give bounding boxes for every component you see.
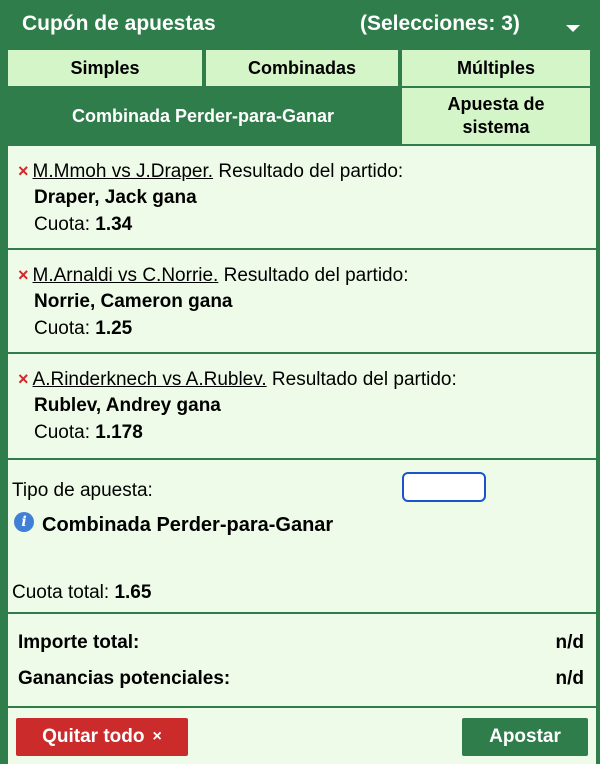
market-label: Resultado del partido: (271, 369, 457, 390)
remove-all-label: Quitar todo (42, 726, 145, 747)
bet-type-panel (8, 460, 596, 612)
remove-all-button[interactable] (16, 718, 188, 756)
match-link[interactable]: M.Mmoh vs J.Draper. (32, 161, 214, 182)
betslip-title: Cupón de apuestas (22, 12, 216, 35)
tab-multiples[interactable]: Múltiples (402, 50, 590, 86)
remove-icon[interactable]: × (18, 265, 29, 285)
odds-value: 1.25 (95, 318, 133, 339)
market-label: Resultado del partido: (218, 161, 404, 182)
odds-label: Cuota: (34, 422, 90, 443)
total-odds-label: Cuota total: (12, 582, 110, 603)
importe-total-value: n/d (555, 632, 584, 653)
betslip-header[interactable] (0, 0, 600, 48)
stake-input[interactable] (402, 472, 486, 502)
selection-odds (34, 316, 132, 342)
selection-item (8, 354, 596, 458)
bet-type-name: Combinada Perder-para-Ganar (42, 514, 334, 536)
chevron-down-icon[interactable] (566, 25, 580, 32)
totals-panel (8, 614, 596, 706)
tab-combinada-perder-para-ganar[interactable]: Combinada Perder-para-Ganar (8, 88, 398, 144)
selection-pick: Rublev, Andrey gana (34, 395, 221, 416)
selection-item (8, 146, 596, 248)
ganancias-value: n/d (555, 668, 584, 689)
remove-icon[interactable]: × (18, 161, 29, 181)
odds-label: Cuota: (34, 214, 90, 235)
odds-value: 1.178 (95, 422, 143, 443)
selection-item (8, 250, 596, 352)
market-label: Resultado del partido: (223, 265, 409, 286)
odds-value: 1.34 (95, 214, 133, 235)
importe-total-label: Importe total: (18, 632, 140, 653)
odds-label: Cuota: (34, 318, 90, 339)
close-icon: × (152, 728, 162, 745)
remove-icon[interactable]: × (18, 369, 29, 389)
ganancias-label: Ganancias potenciales: (18, 668, 231, 689)
tab-simples[interactable]: Simples (8, 50, 202, 86)
selection-odds (34, 212, 132, 238)
ganancias-row (18, 668, 588, 690)
bet-type-label: Tipo de apuesta: (12, 480, 153, 501)
tab-apuesta-de-sistema[interactable]: Apuesta de sistema (402, 88, 590, 144)
selection-odds (34, 420, 143, 446)
betslip-footer (8, 708, 596, 764)
info-icon[interactable]: i (14, 512, 34, 532)
importe-total-row (18, 632, 588, 654)
total-odds-value: 1.65 (114, 582, 152, 603)
match-link[interactable]: A.Rinderknech vs A.Rublev. (32, 369, 267, 390)
tab-combinadas[interactable]: Combinadas (206, 50, 398, 86)
match-link[interactable]: M.Arnaldi vs C.Norrie. (32, 265, 219, 286)
selection-pick: Norrie, Cameron gana (34, 291, 233, 312)
selection-pick: Draper, Jack gana (34, 187, 197, 208)
selections-count: (Selecciones: 3) (360, 12, 520, 35)
total-odds (12, 582, 151, 604)
place-bet-button[interactable]: Apostar (462, 718, 588, 756)
